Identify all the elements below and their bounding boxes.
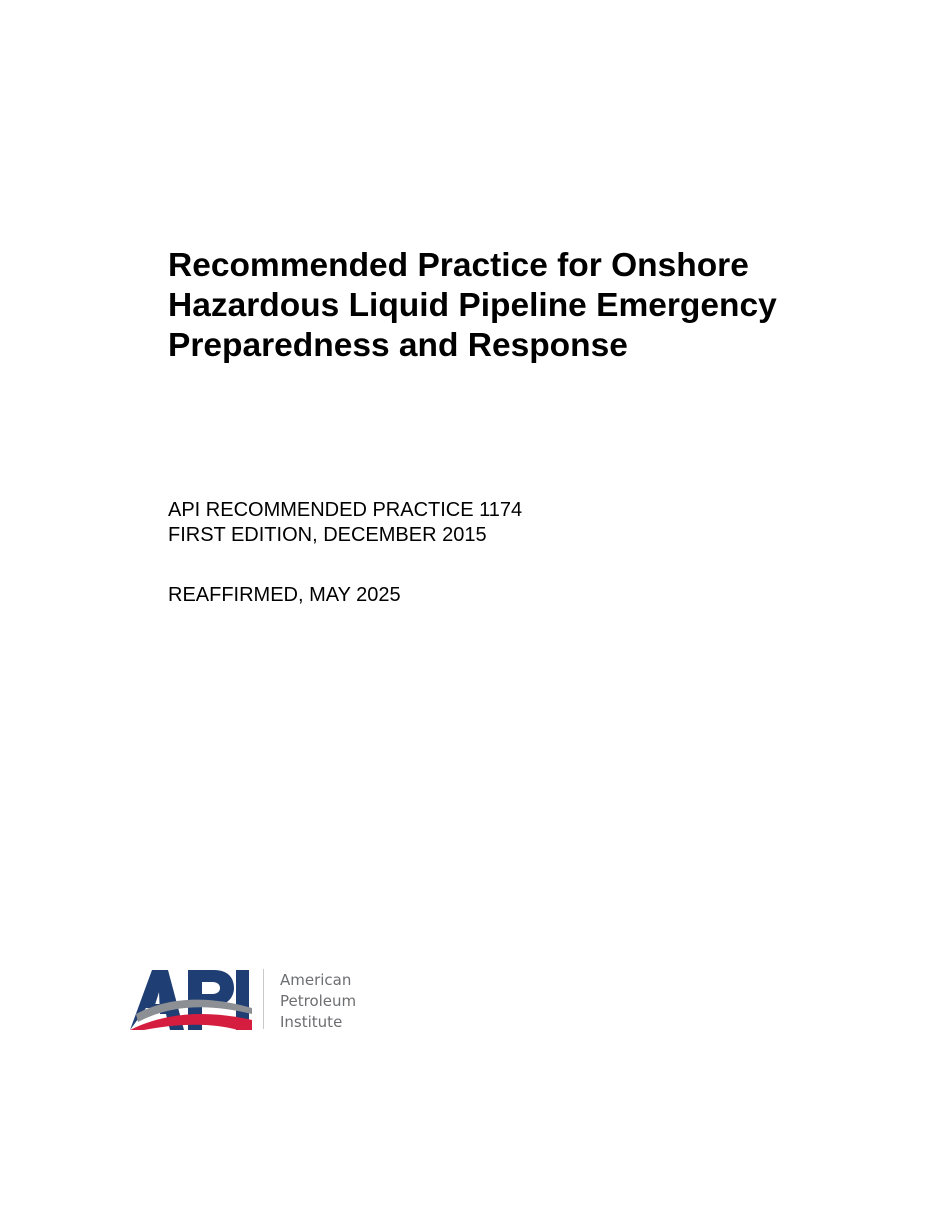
document-info	[168, 498, 522, 548]
title-line: Hazardous Liquid Pipeline Emergency	[168, 287, 777, 324]
logo-name-line: Institute	[280, 1013, 343, 1031]
document-edition: FIRST EDITION, DECEMBER 2015	[168, 524, 487, 546]
api-logo-mark	[130, 968, 252, 1032]
title-line: Preparedness and Response	[168, 327, 628, 364]
logo-organization-name	[280, 970, 356, 1033]
document-title	[168, 246, 888, 366]
logo-name-line: American	[280, 971, 352, 989]
logo-divider	[263, 969, 264, 1029]
title-line: Recommended Practice for Onshore	[168, 247, 749, 284]
logo-name-line: Petroleum	[280, 992, 357, 1010]
document-designation: API RECOMMENDED PRACTICE 1174	[168, 499, 523, 521]
reaffirmed-date: REAFFIRMED, MAY 2025	[168, 584, 401, 606]
api-logo	[130, 966, 380, 1032]
